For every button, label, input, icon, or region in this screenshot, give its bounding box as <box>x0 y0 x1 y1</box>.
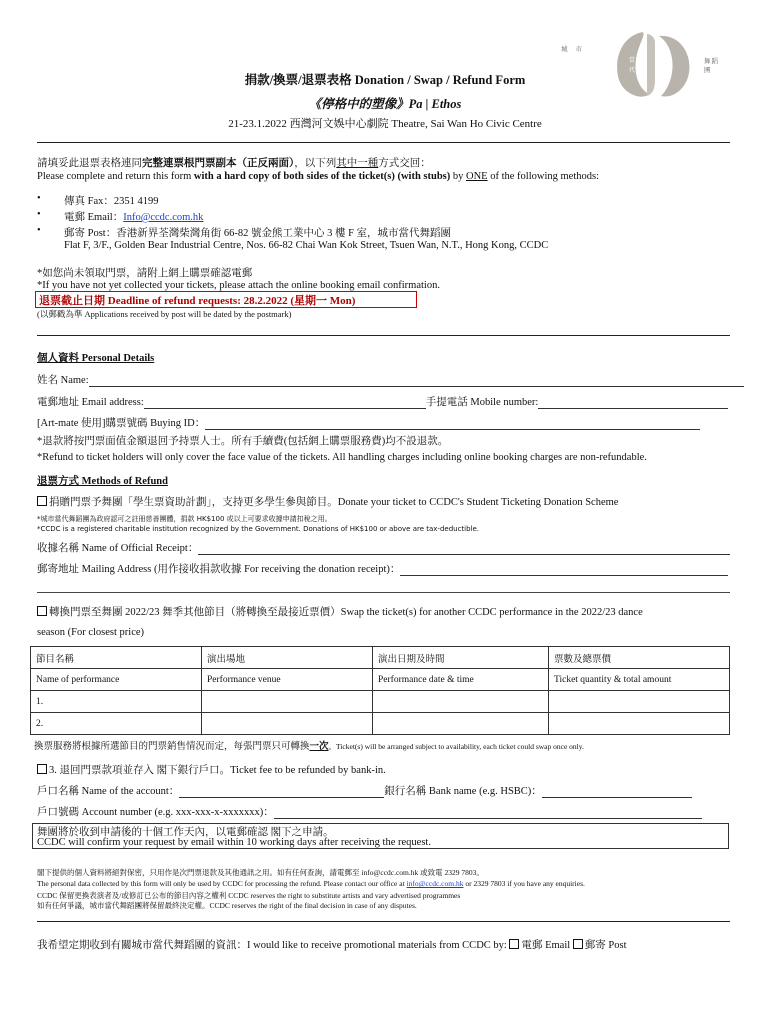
mailing-field-line[interactable] <box>37 592 730 593</box>
intro-zh-text: ，以下列 <box>294 158 337 169</box>
promo-post-label: 郵寄 Post <box>584 940 627 951</box>
intro-zh-text: 請填妥此退票表格連同 <box>37 158 142 169</box>
intro-en-bold: with a hard copy of both sides of the ticket(s) (with stubs) <box>193 171 451 182</box>
method-fax: 傳真 Fax：2351 4199 <box>64 196 159 207</box>
privacy-text: or 2329 7803 if you have any enquiries. <box>463 879 585 888</box>
intro-en-text: by <box>450 171 467 182</box>
bank-checkbox[interactable] <box>37 764 47 774</box>
name-label: 姓名 Name: <box>37 375 89 386</box>
intro-en-text: of the following methods: <box>487 171 600 182</box>
mobile-label: 手提電話 Mobile number: <box>425 397 539 408</box>
swap-note-en: 。Ticket(s) will be arranged subject to availability, each ticket could swap once only. <box>328 742 584 751</box>
intro-zh-text: 方式交回： <box>378 158 431 169</box>
privacy-en <box>37 879 585 888</box>
form-subtitle: 《停格中的塑像》Pa | Ethos <box>308 97 462 111</box>
privacy-text: The personal data collected by this form will only be used by CCDC for processing the refund. Please contact our office at <box>37 879 407 888</box>
table-cell[interactable] <box>202 713 373 735</box>
personal-heading: 個人資料 Personal Details <box>37 353 155 364</box>
table-cell[interactable] <box>549 713 730 735</box>
table-cell[interactable]: 2. <box>31 713 202 735</box>
account-name-label: 戶口名稱 Name of the account： <box>37 786 180 797</box>
table-header: Name of performance <box>31 669 202 691</box>
mailing-label: 郵寄地址 Mailing Address (用作接收捐款收據 For receiving the donation receipt)： <box>37 564 401 575</box>
confirm-en: CCDC will confirm your request by email within 10 working days after receiving the request. <box>37 837 431 848</box>
deadline-text: 退票截止日期 Deadline of refund requests: 28.2.2022 (星期一 Mon) <box>39 295 356 307</box>
venue-line: 21-23.1.2022 西灣河文娛中心劇院 Theatre, Sai Wan Ho Civic Centre <box>228 118 542 130</box>
note-en: *If you have not yet collected your tickets, please attach the online booking email confirmation. <box>37 280 440 291</box>
privacy-zh: 閣下提供的個人資料將絕對保密，只用作是次門票退款及其他通訊之用。如有任何查詢，請電郵至 info@ccdc.com.hk 或致電 2329 7803。 <box>37 868 484 877</box>
option-bank <box>37 762 386 777</box>
ccdc-logo <box>561 30 726 100</box>
table-header-zh <box>31 647 730 669</box>
buying-id-field[interactable] <box>205 419 700 430</box>
bullet-icon: • <box>37 209 41 220</box>
divider <box>37 335 730 336</box>
receipt-row <box>37 540 730 555</box>
logo-vertical-text: 當代 <box>629 57 636 74</box>
promo-email-checkbox[interactable] <box>509 939 519 949</box>
confirm-zh: 舞團將於收到申請後的十個工作天內，以電郵確認 閣下之申請。 <box>37 827 334 838</box>
account-name-row <box>37 783 692 798</box>
swap-label: 轉換門票至舞團 2022/23 舞季其他節目（將轉換至最接近票價）Swap the ticket(s) for another CCDC performance in the 2022/23 dance <box>49 607 643 618</box>
bullet-icon: • <box>37 193 41 204</box>
dispute-note: 如有任何爭議，城市當代舞蹈團將保留最終決定權。CCDC reserves the right of the final decision in case of any disputes. <box>37 901 417 910</box>
table-header: 票數及總票價 <box>549 647 730 669</box>
option-donate <box>37 494 618 509</box>
receipt-label: 收據名稱 Name of Official Receipt： <box>37 543 199 554</box>
logo-left-text: 城 市 <box>561 45 586 53</box>
account-number-label: 戶口號碼 Account number (e.g. xxx-xxx-x-xxxxxxx)： <box>37 807 274 818</box>
refund-note-zh: *退款將按門票面值金額退回予持票人士。所有手續費(包括網上購票服務費)均不設退款。 <box>37 436 449 447</box>
promo-row <box>37 937 627 952</box>
table-header: 演出日期及時間 <box>373 647 549 669</box>
bullet-icon: • <box>37 225 41 236</box>
account-name-field[interactable] <box>179 787 384 798</box>
bank-label: 3. 退回門票款項並存入 閣下銀行戶口。Ticket fee to be refunded by bank-in. <box>49 765 386 776</box>
swap-checkbox[interactable] <box>37 606 47 616</box>
promo-email-label: 電郵 Email <box>521 940 573 951</box>
receipt-field[interactable] <box>198 544 730 555</box>
swap-note-zh: 換票服務將根據所選節目的門票銷售情況而定，每張門票只可轉換 <box>34 742 310 752</box>
buying-id-row <box>37 415 700 430</box>
intro-en <box>37 171 599 182</box>
intro-en-underline: ONE <box>466 171 488 182</box>
table-header: Performance date & time <box>373 669 549 691</box>
refund-note-en: *Refund to ticket holders will only cover the face value of the tickets. All handling charges including online booking charges are non-refundable. <box>37 452 647 463</box>
table-row[interactable] <box>31 713 730 735</box>
logo-right-text: 舞蹈團 <box>704 57 719 74</box>
postmark-note: (以郵戳為準 Applications received by post will be dated by the postmark) <box>37 309 292 319</box>
promo-post-checkbox[interactable] <box>573 939 583 949</box>
mobile-field[interactable] <box>538 398 728 409</box>
mailing-field[interactable] <box>400 565 728 576</box>
email-row <box>37 394 728 409</box>
table-cell[interactable] <box>549 691 730 713</box>
swap-note <box>34 738 584 752</box>
table-header: 節目名稱 <box>31 647 202 669</box>
email-label: 電郵 Email： <box>64 212 124 223</box>
donate-note-en: *CCDC is a registered charitable institution recognized by the Government. Donations of HK$100 or above are tax-deductible. <box>37 525 480 533</box>
method-email <box>64 209 203 224</box>
note-zh: *如您尚未領取門票，請附上網上購票確認電郵 <box>37 268 253 279</box>
donate-label: 捐贈門票予舞團「學生票資助計劃」，支持更多學生參與節目。Donate your ticket to CCDC's Student Ticketing Donation Scheme <box>49 497 619 508</box>
intro-zh <box>37 155 431 170</box>
divider <box>37 142 730 143</box>
table-cell[interactable] <box>202 691 373 713</box>
bank-name-label: 銀行名稱 Bank name (e.g. HSBC)： <box>384 786 542 797</box>
form-title: 捐款/換票/退票表格 Donation / Swap / Refund Form <box>244 73 526 87</box>
rights-note: CCDC 保留更換表演者及/或修訂已公布的節目內容之權利 CCDC reserves the right to substitute artists and vary advertised programmes <box>37 891 461 900</box>
table-header-en <box>31 669 730 691</box>
intro-en-text: Please complete and return this form <box>37 171 194 182</box>
intro-zh-bold: 完整連票根門票副本（正反兩面） <box>142 158 295 169</box>
name-field[interactable] <box>89 376 744 387</box>
option-swap <box>37 604 643 619</box>
table-cell[interactable] <box>373 691 549 713</box>
account-number-row <box>37 804 702 819</box>
table-cell[interactable]: 1. <box>31 691 202 713</box>
bank-name-field[interactable] <box>542 787 692 798</box>
swap-once: 一次 <box>309 742 329 752</box>
table-header: 演出場地 <box>202 647 373 669</box>
donate-note-zh: *城市當代舞蹈團為政府認可之註冊慈善團體，捐款 HK$100 或以上可要求收據申請扣稅之用。 <box>37 515 332 523</box>
promo-text: 我希望定期收到有關城市當代舞蹈團的資訊：I would like to receive promotional materials from CCDC by: <box>37 940 510 951</box>
method-post-en: Flat F, 3/F., Golden Bear Industrial Centre, Nos. 66-82 Chai Wan Kok Street, Tsuen Wan, N.T., Hong Kong, CCDC <box>64 240 549 251</box>
performance-table <box>30 646 730 735</box>
email-address-field[interactable] <box>144 398 426 409</box>
logo-mark-icon <box>613 30 693 100</box>
table-header: Performance venue <box>202 669 373 691</box>
table-cell[interactable] <box>373 713 549 735</box>
email-address-label: 電郵地址 Email address: <box>37 397 144 408</box>
buying-id-label: [Art-mate 使用]購票號碼 Buying ID： <box>37 418 206 429</box>
method-post-zh: 郵寄 Post：香港新界荃灣柴灣角街 66-82 號金熊工業中心 3 樓 F 室，城市當代舞蹈團 <box>64 228 452 239</box>
mailing-row <box>37 561 728 576</box>
intro-zh-underline: 其中一種 <box>336 158 379 169</box>
table-header: Ticket quantity & total amount <box>549 669 730 691</box>
refund-methods-heading: 退票方式 Methods of Refund <box>37 476 168 487</box>
privacy-email-link[interactable]: info@ccdc.com.hk <box>406 879 464 888</box>
name-row <box>37 372 744 387</box>
table-row[interactable] <box>31 691 730 713</box>
donate-checkbox[interactable] <box>37 496 47 506</box>
swap-label-cont: season (For closest price) <box>37 627 145 638</box>
divider <box>37 921 730 922</box>
account-number-field[interactable] <box>274 808 702 819</box>
email-link[interactable]: Info@ccdc.com.hk <box>123 212 204 223</box>
